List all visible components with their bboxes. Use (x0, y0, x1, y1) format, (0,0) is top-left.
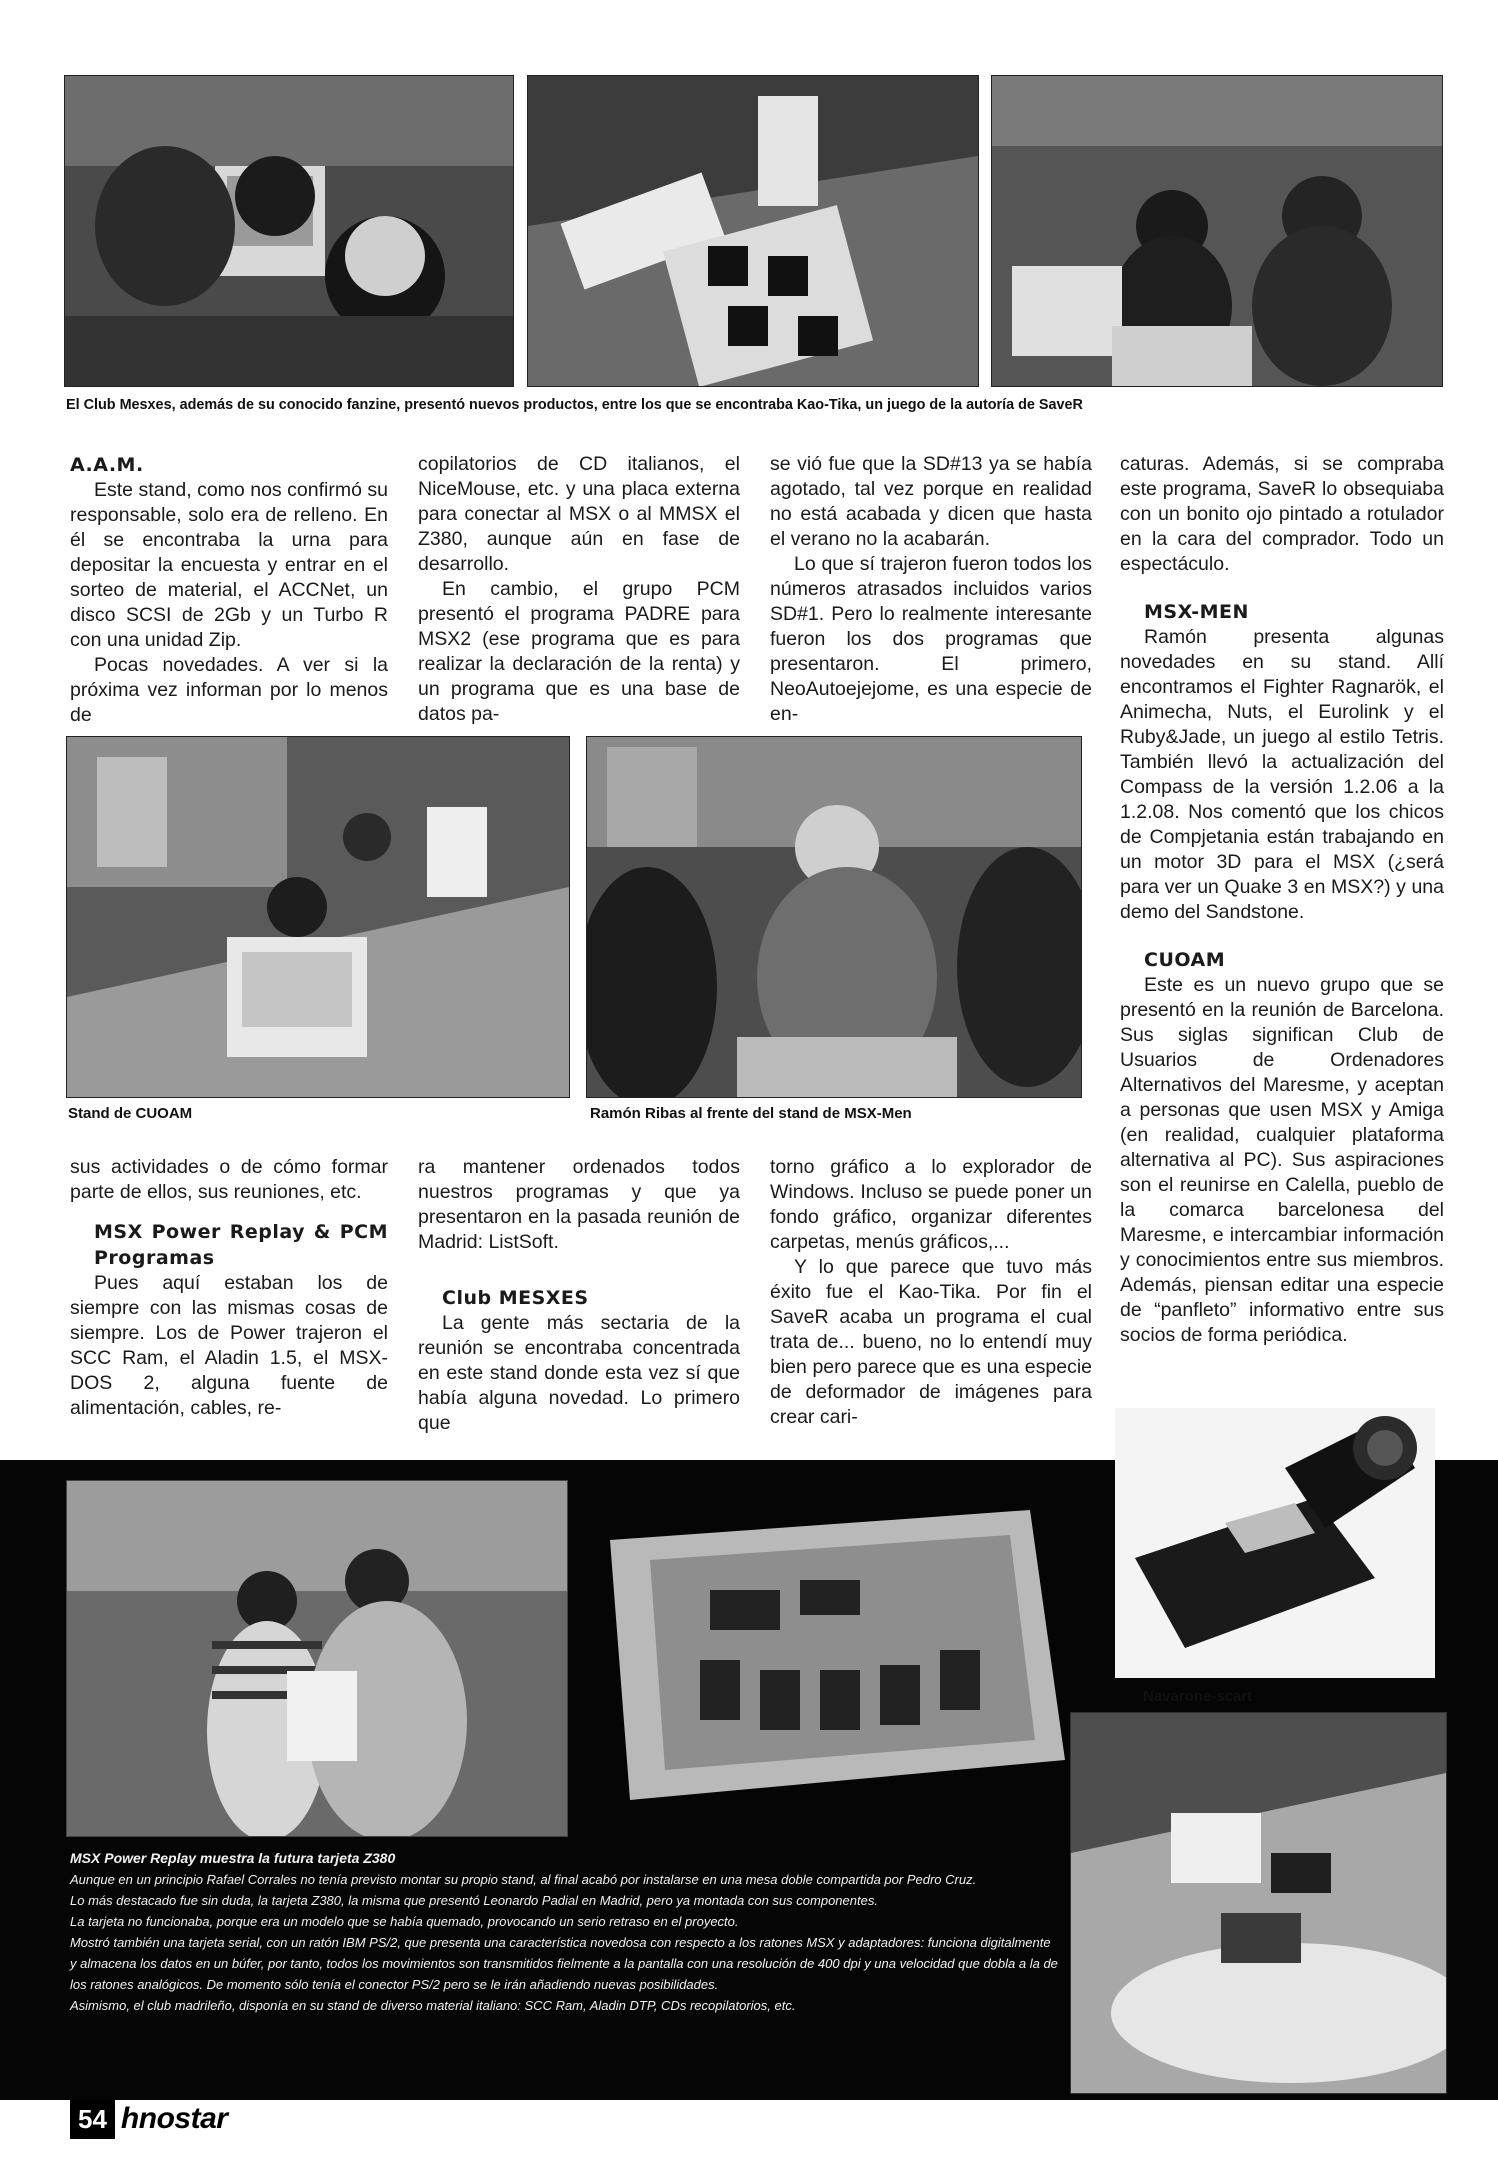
column-3-top (770, 452, 1092, 727)
column-2-top (418, 452, 740, 727)
photo-cuoam-stand (66, 736, 570, 1098)
paragraph: En cambio, el grupo PCM presentó el programa PADRE para MSX2 (ese programa que es para realizar la declaración de la renta) y un programa que es una base de datos pa- (418, 578, 740, 725)
paragraph: Pocas novedades. A ver si la próxima vez informan por lo menos de (70, 654, 388, 726)
column-3-bottom (770, 1155, 1092, 1430)
paragraph: Lo que sí trajeron fueron todos los números atrasados incluidos varios SD#1. Pero lo realmente interesante fueron los dos programas que presentaron. El primero, NeoAutoejejome, es una especie de en- (770, 553, 1092, 725)
photo-club-mesxes-stand-1 (64, 75, 514, 387)
caption-top-photos: El Club Mesxes, además de su conocido fanzine, presentó nuevos productos, entre los que se encontraba Kao-Tika, un juego de la autoría de SaveR (66, 397, 1083, 413)
caption-msx-men: Ramón Ribas al frente del stand de MSX-Men (590, 1105, 912, 1122)
bottom-caption-line: Asimismo, el club madrileño, disponía en su stand de diverso material italiano: SCC Ram, Aladin DTP, CDs recopilatorios, etc. (70, 1998, 796, 2013)
paragraph: Pues aquí estaban los de siempre con las mismas cosas de siempre. Los de Power trajeron el SCC Ram, el Aladin 1.5, el MSX-DOS 2, alguna fuente de alimentación, cables, re- (70, 1272, 388, 1419)
bottom-caption-title: MSX Power Replay muestra la futura tarjeta Z380 (70, 1850, 396, 1866)
column-4 (1120, 452, 1444, 1348)
photo-pcm-stand (1070, 1712, 1447, 2094)
paragraph: Este es un nuevo grupo que se presentó en la reunión de Barcelona. Sus siglas significan Club de Usuarios de Ordenadores Alternativos del Maresme, y aceptan a personas que usen MSX y Amiga (en realidad, cualquier plataforma alternativa al PC). Sus aspiraciones son el reunirse en Calella, pueblo de la comarca barcelonesa del Maresme, e intercambiar información y conocimientos entre sus miembros. Además, piensan editar una especie de “panfleto” informativo entre sus socios de forma periódica. (1120, 974, 1444, 1346)
paragraph: Ramón presenta algunas novedades en su stand. Allí encontramos el Fighter Ragnarök, el Animecha, Nuts, el Eurolink y el Ruby&Jade, un juego al estilo Tetris. También llevó la actualización del Compass de la versión 1.2.06 a la 1.2.08. Nos comentó que los chicos de Compjetania están trabajando en un motor 3D para el MSX (¿será para ver un Quake 3 en MSX?) y una demo del Sandstone. (1120, 626, 1444, 923)
caption-navarone-scart: Navarone-scart (1143, 1688, 1253, 1705)
photo-club-mesxes-stand-2 (527, 75, 979, 387)
heading-aam: A.A.M. (70, 454, 144, 476)
column-2-bottom (418, 1155, 740, 1436)
photo-ramon-ribas-msx-men (586, 736, 1082, 1098)
paragraph: La gente más sectaria de la reunión se encontraba concentrada en este stand donde esta vez sí que había alguna novedad. Lo primero que (418, 1312, 740, 1434)
photo-msx-power-replay-people (66, 1480, 568, 1837)
page-number: 54 (70, 2100, 115, 2139)
paragraph: copilatorios de CD italianos, el NiceMouse, etc. y una placa externa para conectar al MSX o al MMSX el Z380, aunque aún en fase de desarrollo. (418, 453, 740, 575)
paragraph: Y lo que parece que tuvo más éxito fue el Kao-Tika. Por fin el SaveR acaba un programa el cual trata de... bueno, no lo entendí muy bien pero parece que es una especie de deformador de imágenes para crear cari- (770, 1256, 1092, 1428)
photo-z380-board (590, 1500, 1065, 1820)
heading-cuoam: CUOAM (1144, 949, 1226, 971)
heading-msx-power-replay: MSX Power Replay & PCM Programas (94, 1221, 388, 1269)
photo-club-mesxes-stand-3 (991, 75, 1443, 387)
paragraph: ra mantener ordenados todos nuestros programas y que ya presentaron en la pasada reunión de Madrid: ListSoft. (418, 1156, 740, 1253)
bottom-caption-line: Aunque en un principio Rafael Corrales no tenía previsto montar su propio stand, al final acabó por instalarse en una mesa doble compartida por Pedro Cruz. (70, 1872, 977, 1887)
paragraph: Este stand, como nos confirmó su responsable, solo era de relleno. En él se encontraba la urna para depositar la encuesta y entrar en el sorteo de material, el ACCNet, un disco SCSI de 2Gb y un Turbo R con una unidad Zip. (70, 479, 388, 651)
bottom-caption-line: Lo más destacado fue sin duda, la tarjeta Z380, la misma que presentó Leonardo Padial en Madrid, pero ya montada con sus componentes. (70, 1893, 878, 1908)
magazine-logo: hnostar (120, 2102, 228, 2135)
heading-club-mesxes: Club MESXES (442, 1287, 589, 1309)
page-footer (70, 2100, 227, 2138)
heading-msx-men: MSX-MEN (1144, 601, 1249, 623)
bottom-caption (70, 1848, 1060, 2016)
caption-cuoam: Stand de CUOAM (68, 1105, 193, 1122)
photo-navarone-scart (1115, 1408, 1435, 1678)
column-1-bottom (70, 1155, 388, 1421)
paragraph: torno gráfico a lo explorador de Windows. Incluso se puede poner un fondo gráfico, organizar diferentes carpetas, menús gráficos,... (770, 1156, 1092, 1253)
paragraph: sus actividades o de cómo formar parte de ellos, sus reuniones, etc. (70, 1156, 388, 1203)
paragraph: se vió fue que la SD#13 ya se había agotado, tal vez porque en realidad no está acabada y dicen que hasta el verano no la acabarán. (770, 453, 1092, 550)
paragraph: caturas. Además, si se compraba este programa, SaveR lo obsequiaba con un bonito ojo pintado a rotulador en la cara del comprador. Todo un espectáculo. (1120, 453, 1444, 575)
column-1-top (70, 452, 388, 728)
bottom-caption-line: La tarjeta no funcionaba, porque era un modelo que se había quemado, provocando un serio retraso en el proyecto. (70, 1914, 739, 1929)
bottom-caption-line: Mostró también una tarjeta serial, con un ratón IBM PS/2, que presenta una característica novedosa con respecto a los ratones MSX y adaptadores: funciona digitalmente y almacena los datos en un búfer, por tanto, todos los movimientos son transmitidos fielmente a la pantalla con una resolución de 400 dpi y una velocidad que dobla a la de los ratones analógicos. De momento sólo tenía el conector PS/2 pero se le irán añadiendo nuevas posibilidades. (70, 1935, 1058, 1992)
